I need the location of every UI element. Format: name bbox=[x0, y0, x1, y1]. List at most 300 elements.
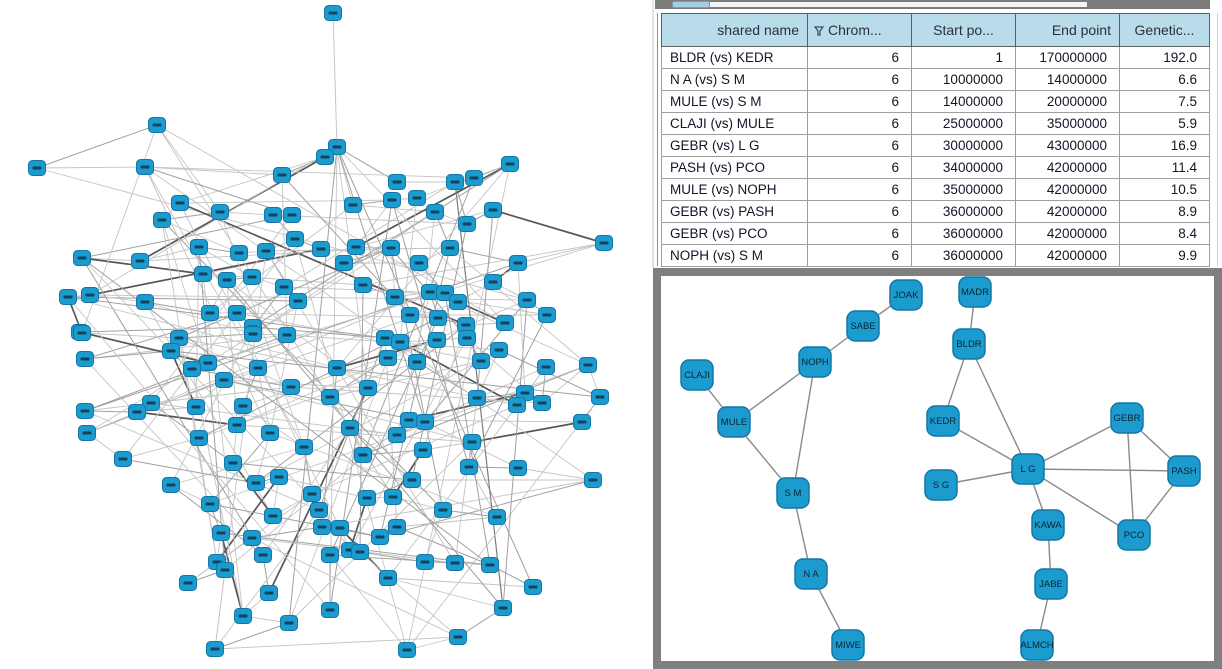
graph-node-label: JABE bbox=[1039, 579, 1063, 590]
network-node[interactable] bbox=[137, 295, 154, 310]
network-node[interactable] bbox=[538, 360, 555, 375]
column-header-chromosome-label: Chrom... bbox=[828, 21, 882, 38]
network-node[interactable] bbox=[219, 273, 236, 288]
network-node[interactable] bbox=[274, 168, 291, 183]
node-label-smudge bbox=[275, 476, 284, 479]
node-label-smudge bbox=[578, 421, 587, 424]
graph-node-mule[interactable] bbox=[718, 407, 750, 437]
node-label-smudge bbox=[489, 281, 498, 284]
graph-node-pash[interactable] bbox=[1168, 456, 1200, 486]
network-node[interactable] bbox=[329, 361, 346, 376]
node-label-smudge bbox=[493, 516, 502, 519]
node-label-smudge bbox=[393, 526, 402, 529]
network-node[interactable] bbox=[195, 267, 212, 282]
table-cell: 8.9 bbox=[1120, 201, 1210, 223]
network-node[interactable] bbox=[411, 256, 428, 271]
network-edge[interactable] bbox=[969, 344, 1028, 469]
network-node[interactable] bbox=[574, 415, 591, 430]
graph-node-gebr[interactable] bbox=[1111, 403, 1143, 433]
network-node[interactable] bbox=[342, 421, 359, 436]
table-cell: 6 bbox=[808, 69, 912, 91]
node-label-smudge bbox=[388, 199, 397, 202]
scrollbar-track[interactable] bbox=[710, 2, 1087, 7]
network-node[interactable] bbox=[296, 440, 313, 455]
node-label-smudge bbox=[136, 260, 145, 263]
table-row[interactable] bbox=[662, 201, 1210, 223]
network-node[interactable] bbox=[580, 358, 597, 373]
network-node[interactable] bbox=[389, 175, 406, 190]
network-node[interactable] bbox=[149, 118, 166, 133]
column-header-chromosome[interactable] bbox=[808, 14, 912, 47]
network-node[interactable] bbox=[380, 351, 397, 366]
node-label-smudge bbox=[249, 333, 258, 336]
network-node[interactable] bbox=[276, 280, 293, 295]
network-node[interactable] bbox=[132, 254, 149, 269]
node-label-smudge bbox=[83, 432, 92, 435]
network-node[interactable] bbox=[489, 510, 506, 525]
node-label-smudge bbox=[433, 339, 442, 342]
network-node[interactable] bbox=[129, 405, 146, 420]
network-node[interactable] bbox=[345, 198, 362, 213]
node-label-smudge bbox=[333, 367, 342, 370]
network-node[interactable] bbox=[336, 256, 353, 271]
network-node[interactable] bbox=[497, 316, 514, 331]
node-label-smudge bbox=[133, 411, 142, 414]
network-node[interactable] bbox=[191, 240, 208, 255]
node-label-smudge bbox=[158, 219, 167, 222]
network-edge[interactable] bbox=[1127, 418, 1134, 535]
node-label-smudge bbox=[600, 242, 609, 245]
network-node[interactable] bbox=[519, 293, 536, 308]
table-row[interactable] bbox=[662, 69, 1210, 91]
node-label-smudge bbox=[396, 341, 405, 344]
network-node[interactable] bbox=[284, 208, 301, 223]
node-label-smudge bbox=[589, 479, 598, 482]
network-node[interactable] bbox=[77, 404, 94, 419]
table-cell: CLAJI (vs) MULE bbox=[662, 113, 808, 135]
network-node[interactable] bbox=[154, 213, 171, 228]
network-node[interactable] bbox=[392, 335, 409, 350]
network-node[interactable] bbox=[447, 175, 464, 190]
table-row[interactable] bbox=[662, 245, 1210, 267]
node-label-smudge bbox=[405, 419, 414, 422]
network-node[interactable] bbox=[435, 503, 452, 518]
table-cell: 42000000 bbox=[1016, 223, 1120, 245]
graph-node-label: NOPH bbox=[801, 357, 829, 368]
node-label-smudge bbox=[216, 211, 225, 214]
node-label-smudge bbox=[346, 427, 355, 430]
node-label-smudge bbox=[278, 174, 287, 177]
node-label-smudge bbox=[269, 214, 278, 217]
network-node[interactable] bbox=[313, 242, 330, 257]
table-cell: 35000000 bbox=[1016, 113, 1120, 135]
network-node[interactable] bbox=[430, 311, 447, 326]
graph-node-kedr[interactable] bbox=[927, 406, 959, 436]
network-node[interactable] bbox=[359, 491, 376, 506]
graph-node-madr[interactable] bbox=[959, 277, 991, 307]
network-node[interactable] bbox=[245, 327, 262, 342]
node-label-smudge bbox=[439, 509, 448, 512]
network-node[interactable] bbox=[212, 205, 229, 220]
table-row[interactable] bbox=[662, 179, 1210, 201]
node-label-smudge bbox=[406, 314, 415, 317]
node-label-smudge bbox=[199, 273, 208, 276]
scrollbar-thumb[interactable] bbox=[672, 1, 710, 8]
network-node[interactable] bbox=[442, 241, 459, 256]
attribute-table bbox=[661, 13, 1210, 267]
network-node[interactable] bbox=[283, 380, 300, 395]
graph-node-label: PCO bbox=[1123, 530, 1145, 541]
network-node[interactable] bbox=[384, 193, 401, 208]
network-node[interactable] bbox=[248, 476, 265, 491]
graph-node-almch[interactable] bbox=[1020, 630, 1053, 660]
table-cell: 14000000 bbox=[912, 91, 1016, 113]
network-node[interactable] bbox=[450, 295, 467, 310]
network-node[interactable] bbox=[137, 160, 154, 175]
node-label-smudge bbox=[376, 536, 385, 539]
network-node[interactable] bbox=[464, 435, 481, 450]
network-node[interactable] bbox=[502, 157, 519, 172]
node-label-smudge bbox=[336, 527, 345, 530]
network-node[interactable] bbox=[415, 443, 432, 458]
node-label-smudge bbox=[235, 252, 244, 255]
network-node[interactable] bbox=[235, 399, 252, 414]
node-label-smudge bbox=[419, 449, 428, 452]
network-node[interactable] bbox=[485, 275, 502, 290]
network-node[interactable] bbox=[271, 470, 288, 485]
network-node[interactable] bbox=[352, 545, 369, 560]
table-cell: 36000000 bbox=[912, 223, 1016, 245]
network-node[interactable] bbox=[372, 530, 389, 545]
graph-node-sabe[interactable] bbox=[847, 311, 879, 341]
table-cell: 5.9 bbox=[1120, 113, 1210, 135]
network-node[interactable] bbox=[287, 232, 304, 247]
node-label-smudge bbox=[192, 406, 201, 409]
network-node[interactable] bbox=[172, 196, 189, 211]
node-label-smudge bbox=[188, 368, 197, 371]
network-node[interactable] bbox=[322, 548, 339, 563]
node-label-smudge bbox=[434, 317, 443, 320]
node-label-smudge bbox=[315, 509, 324, 512]
graph-node-label: MULE bbox=[720, 417, 748, 428]
graph-node-n-a[interactable] bbox=[795, 559, 827, 589]
network-node[interactable] bbox=[509, 398, 526, 413]
network-node[interactable] bbox=[510, 256, 527, 271]
network-node[interactable] bbox=[244, 531, 261, 546]
table-cell: 6 bbox=[808, 223, 912, 245]
node-label-smudge bbox=[321, 156, 330, 159]
table-cell: 6 bbox=[808, 245, 912, 267]
graph-node-kawa[interactable] bbox=[1032, 510, 1064, 540]
graph-node-jabe[interactable] bbox=[1035, 569, 1067, 599]
network-node[interactable] bbox=[596, 236, 613, 251]
table-cell: 7.5 bbox=[1120, 91, 1210, 113]
network-edge[interactable] bbox=[793, 362, 815, 493]
network-node[interactable] bbox=[235, 609, 252, 624]
node-label-smudge bbox=[389, 496, 398, 499]
network-node[interactable] bbox=[539, 308, 556, 323]
network-node[interactable] bbox=[74, 251, 91, 266]
table-row[interactable] bbox=[662, 47, 1210, 69]
graph-node-bldr[interactable] bbox=[953, 329, 985, 359]
network-node[interactable] bbox=[482, 558, 499, 573]
table-cell: MULE (vs) NOPH bbox=[662, 179, 808, 201]
network-node[interactable] bbox=[360, 381, 377, 396]
column-header-end-point[interactable]: End point bbox=[1016, 14, 1120, 47]
network-node[interactable] bbox=[180, 576, 197, 591]
node-label-smudge bbox=[349, 204, 358, 207]
table-cell: 8.4 bbox=[1120, 223, 1210, 245]
network-node[interactable] bbox=[262, 426, 279, 441]
graph-node-claji[interactable] bbox=[681, 360, 713, 390]
network-node[interactable] bbox=[250, 361, 267, 376]
network-node[interactable] bbox=[231, 246, 248, 261]
table-row[interactable] bbox=[662, 135, 1210, 157]
network-node[interactable] bbox=[304, 487, 321, 502]
network-node[interactable] bbox=[207, 642, 224, 657]
node-label-smudge bbox=[195, 246, 204, 249]
table-cell: PASH (vs) PCO bbox=[662, 157, 808, 179]
table-row[interactable] bbox=[662, 157, 1210, 179]
node-label-smudge bbox=[175, 337, 184, 340]
graph-node-s-g[interactable] bbox=[925, 470, 957, 500]
table-cell: 43000000 bbox=[1016, 135, 1120, 157]
node-label-smudge bbox=[333, 146, 342, 149]
node-label-smudge bbox=[421, 561, 430, 564]
network-node[interactable] bbox=[281, 616, 298, 631]
network-node[interactable] bbox=[401, 413, 418, 428]
network-edge bbox=[330, 555, 407, 650]
node-label-smudge bbox=[78, 257, 87, 260]
network-node[interactable] bbox=[229, 306, 246, 321]
graph-node-s-m[interactable] bbox=[777, 478, 809, 508]
network-node[interactable] bbox=[473, 354, 490, 369]
node-label-smudge bbox=[318, 526, 327, 529]
network-node[interactable] bbox=[115, 452, 132, 467]
node-label-smudge bbox=[387, 247, 396, 250]
node-label-smudge bbox=[473, 397, 482, 400]
network-node[interactable] bbox=[510, 461, 527, 476]
node-label-smudge bbox=[538, 402, 547, 405]
network-node[interactable] bbox=[491, 343, 508, 358]
network-edge bbox=[80, 332, 208, 363]
network-node[interactable] bbox=[389, 520, 406, 535]
node-label-smudge bbox=[223, 279, 232, 282]
network-node[interactable] bbox=[332, 521, 349, 536]
network-node[interactable] bbox=[355, 448, 372, 463]
table-cell: 6 bbox=[808, 157, 912, 179]
table-cell: 10.5 bbox=[1120, 179, 1210, 201]
network-node[interactable] bbox=[469, 391, 486, 406]
node-label-smudge bbox=[393, 181, 402, 184]
network-node[interactable] bbox=[265, 509, 282, 524]
network-node[interactable] bbox=[244, 270, 261, 285]
network-node[interactable] bbox=[200, 356, 217, 371]
node-label-smudge bbox=[176, 202, 185, 205]
node-label-smudge bbox=[454, 636, 463, 639]
node-label-smudge bbox=[413, 361, 422, 364]
column-header-genetic[interactable]: Genetic... bbox=[1120, 14, 1210, 47]
network-node[interactable] bbox=[377, 331, 394, 346]
network-node[interactable] bbox=[290, 294, 307, 309]
panel-divider bbox=[652, 0, 654, 268]
node-label-smudge bbox=[451, 562, 460, 565]
node-label-smudge bbox=[326, 554, 335, 557]
network-node[interactable] bbox=[459, 217, 476, 232]
network-node[interactable] bbox=[314, 520, 331, 535]
network-node[interactable] bbox=[348, 240, 365, 255]
network-node[interactable] bbox=[495, 601, 512, 616]
network-node[interactable] bbox=[485, 203, 502, 218]
network-node[interactable] bbox=[534, 396, 551, 411]
table-cell: GEBR (vs) PASH bbox=[662, 201, 808, 223]
table-cell: 192.0 bbox=[1120, 47, 1210, 69]
table-cell: 36000000 bbox=[912, 201, 1016, 223]
node-label-smudge bbox=[340, 262, 349, 265]
network-node[interactable] bbox=[322, 603, 339, 618]
network-node[interactable] bbox=[417, 415, 434, 430]
graph-node-miwe[interactable] bbox=[832, 630, 864, 660]
network-node[interactable] bbox=[317, 150, 334, 165]
network-node[interactable] bbox=[422, 285, 439, 300]
node-label-smudge bbox=[381, 337, 390, 340]
network-node[interactable] bbox=[202, 306, 219, 321]
column-header-start-point[interactable]: Start po... bbox=[912, 14, 1016, 47]
network-node[interactable] bbox=[216, 373, 233, 388]
table-left-edge bbox=[657, 13, 658, 266]
node-label-smudge bbox=[252, 482, 261, 485]
network-node[interactable] bbox=[184, 362, 201, 377]
graph-node-label: CLAJI bbox=[684, 370, 710, 381]
network-node[interactable] bbox=[389, 428, 406, 443]
node-label-smudge bbox=[206, 503, 215, 506]
network-node[interactable] bbox=[188, 400, 205, 415]
node-label-smudge bbox=[195, 437, 204, 440]
table-cell: BLDR (vs) KEDR bbox=[662, 47, 808, 69]
table-row[interactable] bbox=[662, 91, 1210, 113]
network-node[interactable] bbox=[447, 556, 464, 571]
node-label-smudge bbox=[359, 454, 368, 457]
network-node[interactable] bbox=[229, 418, 246, 433]
node-label-smudge bbox=[285, 622, 294, 625]
network-edge bbox=[37, 167, 145, 168]
network-node[interactable] bbox=[592, 390, 609, 405]
network-node[interactable] bbox=[387, 290, 404, 305]
network-node[interactable] bbox=[82, 288, 99, 303]
node-label-smudge bbox=[248, 537, 257, 540]
network-node[interactable] bbox=[79, 426, 96, 441]
node-label-smudge bbox=[468, 441, 477, 444]
network-node[interactable] bbox=[163, 344, 180, 359]
network-node[interactable] bbox=[409, 191, 426, 206]
network-node[interactable] bbox=[459, 331, 476, 346]
network-node[interactable] bbox=[213, 526, 230, 541]
node-label-smudge bbox=[393, 434, 402, 437]
network-node[interactable] bbox=[466, 171, 483, 186]
column-header-shared-name[interactable]: shared name bbox=[662, 14, 808, 47]
node-label-smudge bbox=[470, 177, 479, 180]
table-cell: 10000000 bbox=[912, 69, 1016, 91]
network-node[interactable] bbox=[279, 328, 296, 343]
node-label-smudge bbox=[499, 607, 508, 610]
graph-node-pco[interactable] bbox=[1118, 520, 1150, 550]
network-node[interactable] bbox=[417, 555, 434, 570]
node-label-smudge bbox=[501, 322, 510, 325]
network-node[interactable] bbox=[427, 205, 444, 220]
network-node[interactable] bbox=[461, 460, 478, 475]
graph-node-label: PASH bbox=[1171, 466, 1197, 477]
network-node[interactable] bbox=[217, 563, 234, 578]
network-node[interactable] bbox=[77, 352, 94, 367]
node-label-smudge bbox=[233, 424, 242, 427]
table-cell: 16.9 bbox=[1120, 135, 1210, 157]
network-node[interactable] bbox=[404, 473, 421, 488]
table-row[interactable] bbox=[662, 223, 1210, 245]
table-cell: 35000000 bbox=[912, 179, 1016, 201]
graph-node-l-g[interactable] bbox=[1012, 454, 1044, 484]
network-node[interactable] bbox=[385, 490, 402, 505]
network-node[interactable] bbox=[60, 290, 77, 305]
node-label-smudge bbox=[308, 493, 317, 496]
network-node[interactable] bbox=[74, 326, 91, 341]
network-node[interactable] bbox=[265, 208, 282, 223]
network-edge bbox=[388, 578, 503, 608]
node-label-smudge bbox=[248, 276, 257, 279]
network-node[interactable] bbox=[311, 503, 328, 518]
node-label-smudge bbox=[415, 262, 424, 265]
network-edge[interactable] bbox=[1028, 469, 1184, 471]
network-node[interactable] bbox=[325, 6, 342, 21]
graph-node-label: MIWE bbox=[835, 640, 861, 651]
network-node[interactable] bbox=[383, 241, 400, 256]
network-node[interactable] bbox=[450, 630, 467, 645]
network-node[interactable] bbox=[429, 333, 446, 348]
network-node[interactable] bbox=[163, 478, 180, 493]
network-node[interactable] bbox=[585, 473, 602, 488]
table-cell: GEBR (vs) L G bbox=[662, 135, 808, 157]
network-node[interactable] bbox=[409, 355, 426, 370]
graph-node-label: KEDR bbox=[929, 416, 957, 427]
network-node[interactable] bbox=[225, 456, 242, 471]
network-node[interactable] bbox=[322, 390, 339, 405]
network-node[interactable] bbox=[29, 161, 46, 176]
node-label-smudge bbox=[167, 484, 176, 487]
network-node[interactable] bbox=[191, 431, 208, 446]
node-label-smudge bbox=[269, 515, 278, 518]
table-row[interactable] bbox=[662, 113, 1210, 135]
network-node[interactable] bbox=[255, 548, 272, 563]
table-cell: GEBR (vs) PCO bbox=[662, 223, 808, 245]
table-cell: 6 bbox=[808, 47, 912, 69]
node-label-smudge bbox=[431, 211, 440, 214]
network-node[interactable] bbox=[261, 586, 278, 601]
network-node[interactable] bbox=[525, 580, 542, 595]
network-node[interactable] bbox=[355, 278, 372, 293]
network-node[interactable] bbox=[258, 244, 275, 259]
network-node[interactable] bbox=[202, 497, 219, 512]
node-label-smudge bbox=[463, 337, 472, 340]
node-label-smudge bbox=[283, 334, 292, 337]
graph-node-noph[interactable] bbox=[799, 347, 831, 377]
small-network-canvas bbox=[661, 276, 1214, 661]
network-node[interactable] bbox=[399, 643, 416, 658]
network-node[interactable] bbox=[402, 308, 419, 323]
network-edge bbox=[270, 301, 298, 433]
graph-node-joak[interactable] bbox=[890, 280, 922, 310]
horizontal-scrollbar[interactable] bbox=[655, 0, 1210, 9]
network-node[interactable] bbox=[380, 571, 397, 586]
table-cell: 30000000 bbox=[912, 135, 1016, 157]
